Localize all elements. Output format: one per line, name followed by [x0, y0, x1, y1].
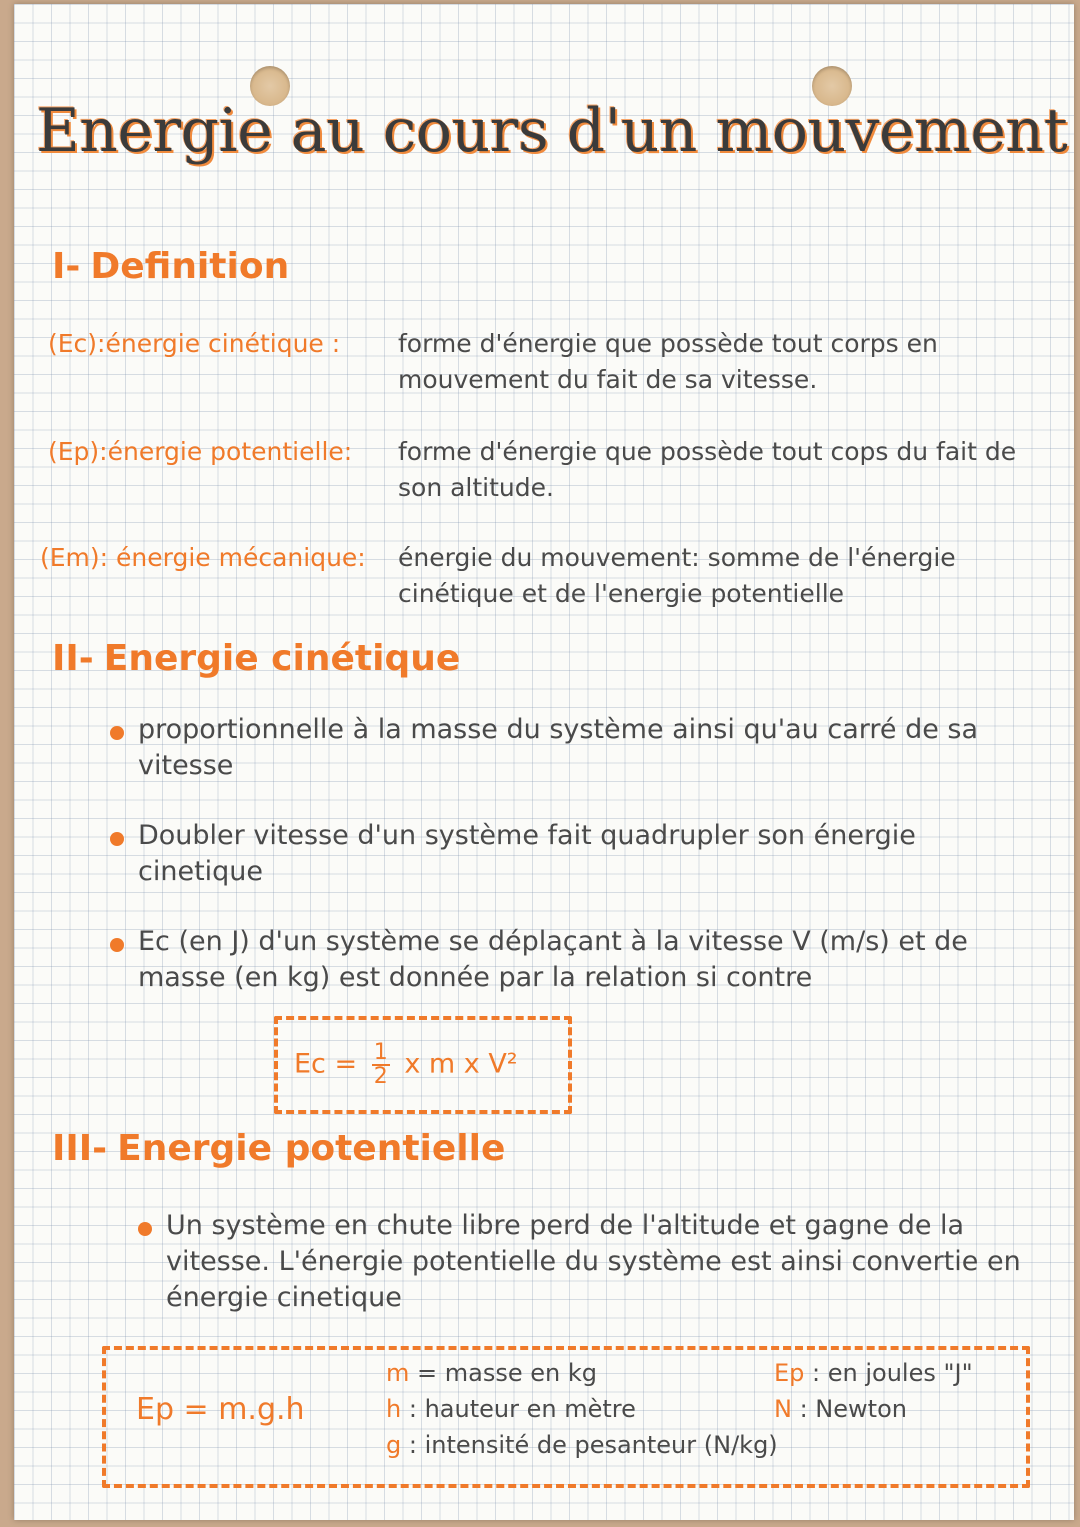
legend-mass	[386, 1356, 597, 1390]
bullet-dot	[138, 1222, 152, 1236]
definition-term: (Em): énergie mécanique:	[40, 543, 366, 572]
bullet-dot	[110, 832, 124, 846]
definition-text: forme d'énergie que possède tout cops du fait de son altitude.	[398, 437, 1017, 502]
definition-mechanical	[40, 540, 1078, 614]
section-title: Definition	[90, 246, 290, 287]
definition-text: forme d'énergie que possède tout corps en mouvement du fait de sa vitesse.	[398, 329, 938, 394]
formula-lhs: Ec =	[294, 1048, 358, 1080]
kinetic-energy-formula-box	[274, 1016, 572, 1114]
legend-joules	[774, 1356, 973, 1390]
section-heading-potential-energy	[52, 1128, 505, 1169]
potential-energy-formula-box	[102, 1346, 1030, 1488]
bullet-free-fall: Un système en chute libre perd de l'altitude et gagne de la vitesse. L'énergie potentielle du système est ainsi convertie en énergie cinetique	[166, 1210, 1021, 1313]
legend-text: = masse en kg	[417, 1359, 597, 1387]
kinetic-energy-formula	[294, 1042, 518, 1088]
bullet-dot	[110, 938, 124, 952]
legend-gravity	[386, 1428, 778, 1462]
legend-text: : intensité de pesanteur (N/kg)	[408, 1431, 778, 1459]
definition-text: énergie du mouvement: somme de l'énergie cinétique et de l'energie potentielle	[398, 543, 956, 608]
definition-kinetic	[48, 326, 1078, 400]
section-title: Energie potentielle	[117, 1128, 506, 1169]
section-number: III-	[52, 1128, 108, 1169]
bullet-proportional: proportionnelle à la masse du système ainsi qu'au carré de sa vitesse	[138, 714, 979, 781]
section-heading-definition	[52, 246, 289, 287]
bullet-ec-relation: Ec (en J) d'un système se déplaçant à la vitesse V (m/s) et de masse (en kg) est donnée par la relation si contre	[138, 926, 968, 993]
definition-potential	[48, 434, 1078, 508]
fraction-denominator: 2	[373, 1064, 388, 1089]
section-number: I-	[52, 246, 81, 287]
bullet-dot	[110, 726, 124, 740]
section-title: Energie cinétique	[103, 638, 461, 679]
notebook-page	[14, 4, 1074, 1520]
bullet-double-speed: Doubler vitesse d'un système fait quadrupler son énergie cinetique	[138, 820, 916, 887]
legend-height	[386, 1392, 636, 1426]
section-number: II-	[52, 638, 94, 679]
potential-energy-formula: Ep = m.g.h	[136, 1392, 305, 1427]
formula-rhs: x m x V²	[404, 1048, 518, 1080]
definition-term: (Ep):énergie potentielle:	[48, 437, 353, 466]
fraction-numerator: 1	[373, 1040, 388, 1065]
definition-term: (Ec):énergie cinétique :	[48, 329, 341, 358]
formula-fraction	[372, 1042, 390, 1088]
legend-key: N	[774, 1395, 792, 1423]
legend-text: : en joules "J"	[812, 1359, 973, 1387]
legend-key: Ep	[774, 1359, 805, 1387]
legend-key: g	[386, 1431, 402, 1459]
legend-key: m	[386, 1359, 410, 1387]
section-heading-kinetic-energy	[52, 638, 460, 679]
page-title: Energie au cours d'un mouvement	[36, 96, 1068, 166]
legend-newton	[774, 1392, 907, 1426]
legend-key: h	[386, 1395, 402, 1423]
legend-text: : Newton	[799, 1395, 907, 1423]
legend-text: : hauteur en mètre	[408, 1395, 636, 1423]
